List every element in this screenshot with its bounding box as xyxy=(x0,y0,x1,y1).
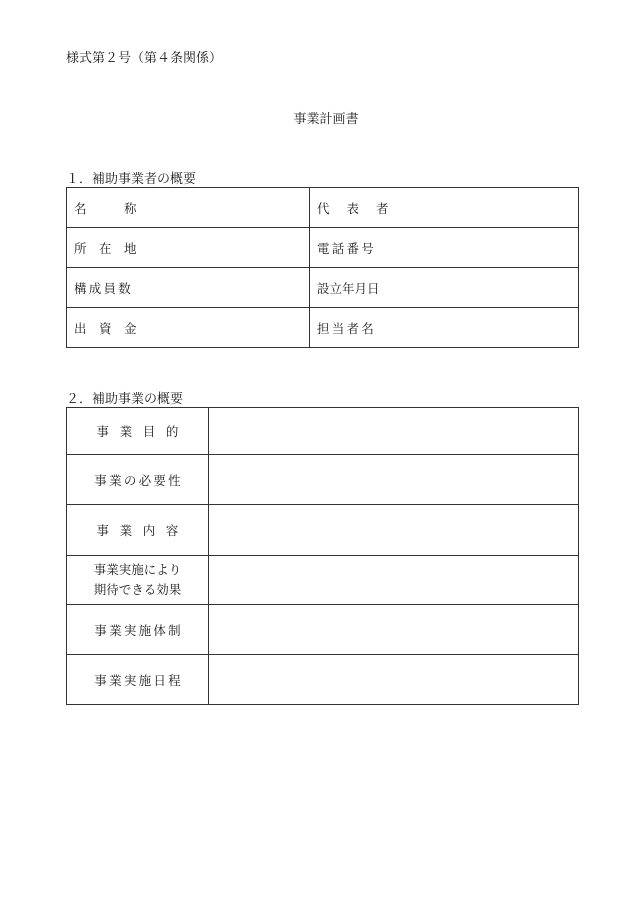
form-number: 様式第２号（第４条関係） xyxy=(66,51,223,66)
table-row xyxy=(67,455,579,505)
necessity-label-cell xyxy=(67,455,209,505)
members-label: 構成員数 xyxy=(74,280,134,296)
established-date-label: 設立年月日 xyxy=(317,280,380,296)
structure-label-cell xyxy=(67,605,209,655)
expected-effect-value-cell[interactable] xyxy=(209,556,579,605)
phone-cell[interactable] xyxy=(310,228,579,268)
schedule-label-cell xyxy=(67,655,209,705)
table-row xyxy=(67,268,579,308)
structure-label: 事業実施体制 xyxy=(94,622,183,638)
purpose-label: 事業目的 xyxy=(96,424,190,439)
content-value-cell[interactable] xyxy=(209,505,579,556)
contact-person-label: 担当者名 xyxy=(317,320,377,336)
capital-label: 出 資 金 xyxy=(74,320,137,336)
schedule-value-cell[interactable] xyxy=(209,655,579,705)
necessity-value-cell[interactable] xyxy=(209,455,579,505)
section2-heading: ２．補助事業の概要 xyxy=(66,392,184,407)
capital-cell[interactable] xyxy=(67,308,310,348)
phone-label: 電話番号 xyxy=(317,240,377,256)
table-row xyxy=(67,228,579,268)
applicant-overview-table xyxy=(66,187,579,348)
schedule-label: 事業実施日程 xyxy=(94,672,183,688)
name-cell[interactable] xyxy=(67,188,310,228)
table-row xyxy=(67,556,579,605)
content-label: 事業内容 xyxy=(96,523,190,538)
purpose-value-cell[interactable] xyxy=(209,408,579,455)
representative-label: 代 表 者 xyxy=(317,200,391,216)
project-overview-table xyxy=(66,407,579,705)
expected-effect-label-line1: 事業実施により xyxy=(93,562,182,577)
established-date-cell[interactable] xyxy=(310,268,579,308)
purpose-label-cell xyxy=(67,408,209,455)
document-title: 事業計画書 xyxy=(293,112,359,127)
table-row xyxy=(67,188,579,228)
necessity-label: 事業の必要性 xyxy=(94,472,183,488)
structure-value-cell[interactable] xyxy=(209,605,579,655)
contact-person-cell[interactable] xyxy=(310,308,579,348)
address-label: 所 在 地 xyxy=(74,240,137,256)
section1-heading: １．補助事業者の概要 xyxy=(66,172,197,187)
expected-effect-label-line2: 期待できる効果 xyxy=(93,582,182,597)
table-row xyxy=(67,408,579,455)
representative-cell[interactable] xyxy=(310,188,579,228)
table-row xyxy=(67,605,579,655)
name-label: 名 称 xyxy=(74,200,137,216)
table-row xyxy=(67,308,579,348)
members-cell[interactable] xyxy=(67,268,310,308)
table-row xyxy=(67,505,579,556)
content-label-cell xyxy=(67,505,209,556)
address-cell[interactable] xyxy=(67,228,310,268)
expected-effect-label-cell xyxy=(67,556,209,605)
table-row xyxy=(67,655,579,705)
